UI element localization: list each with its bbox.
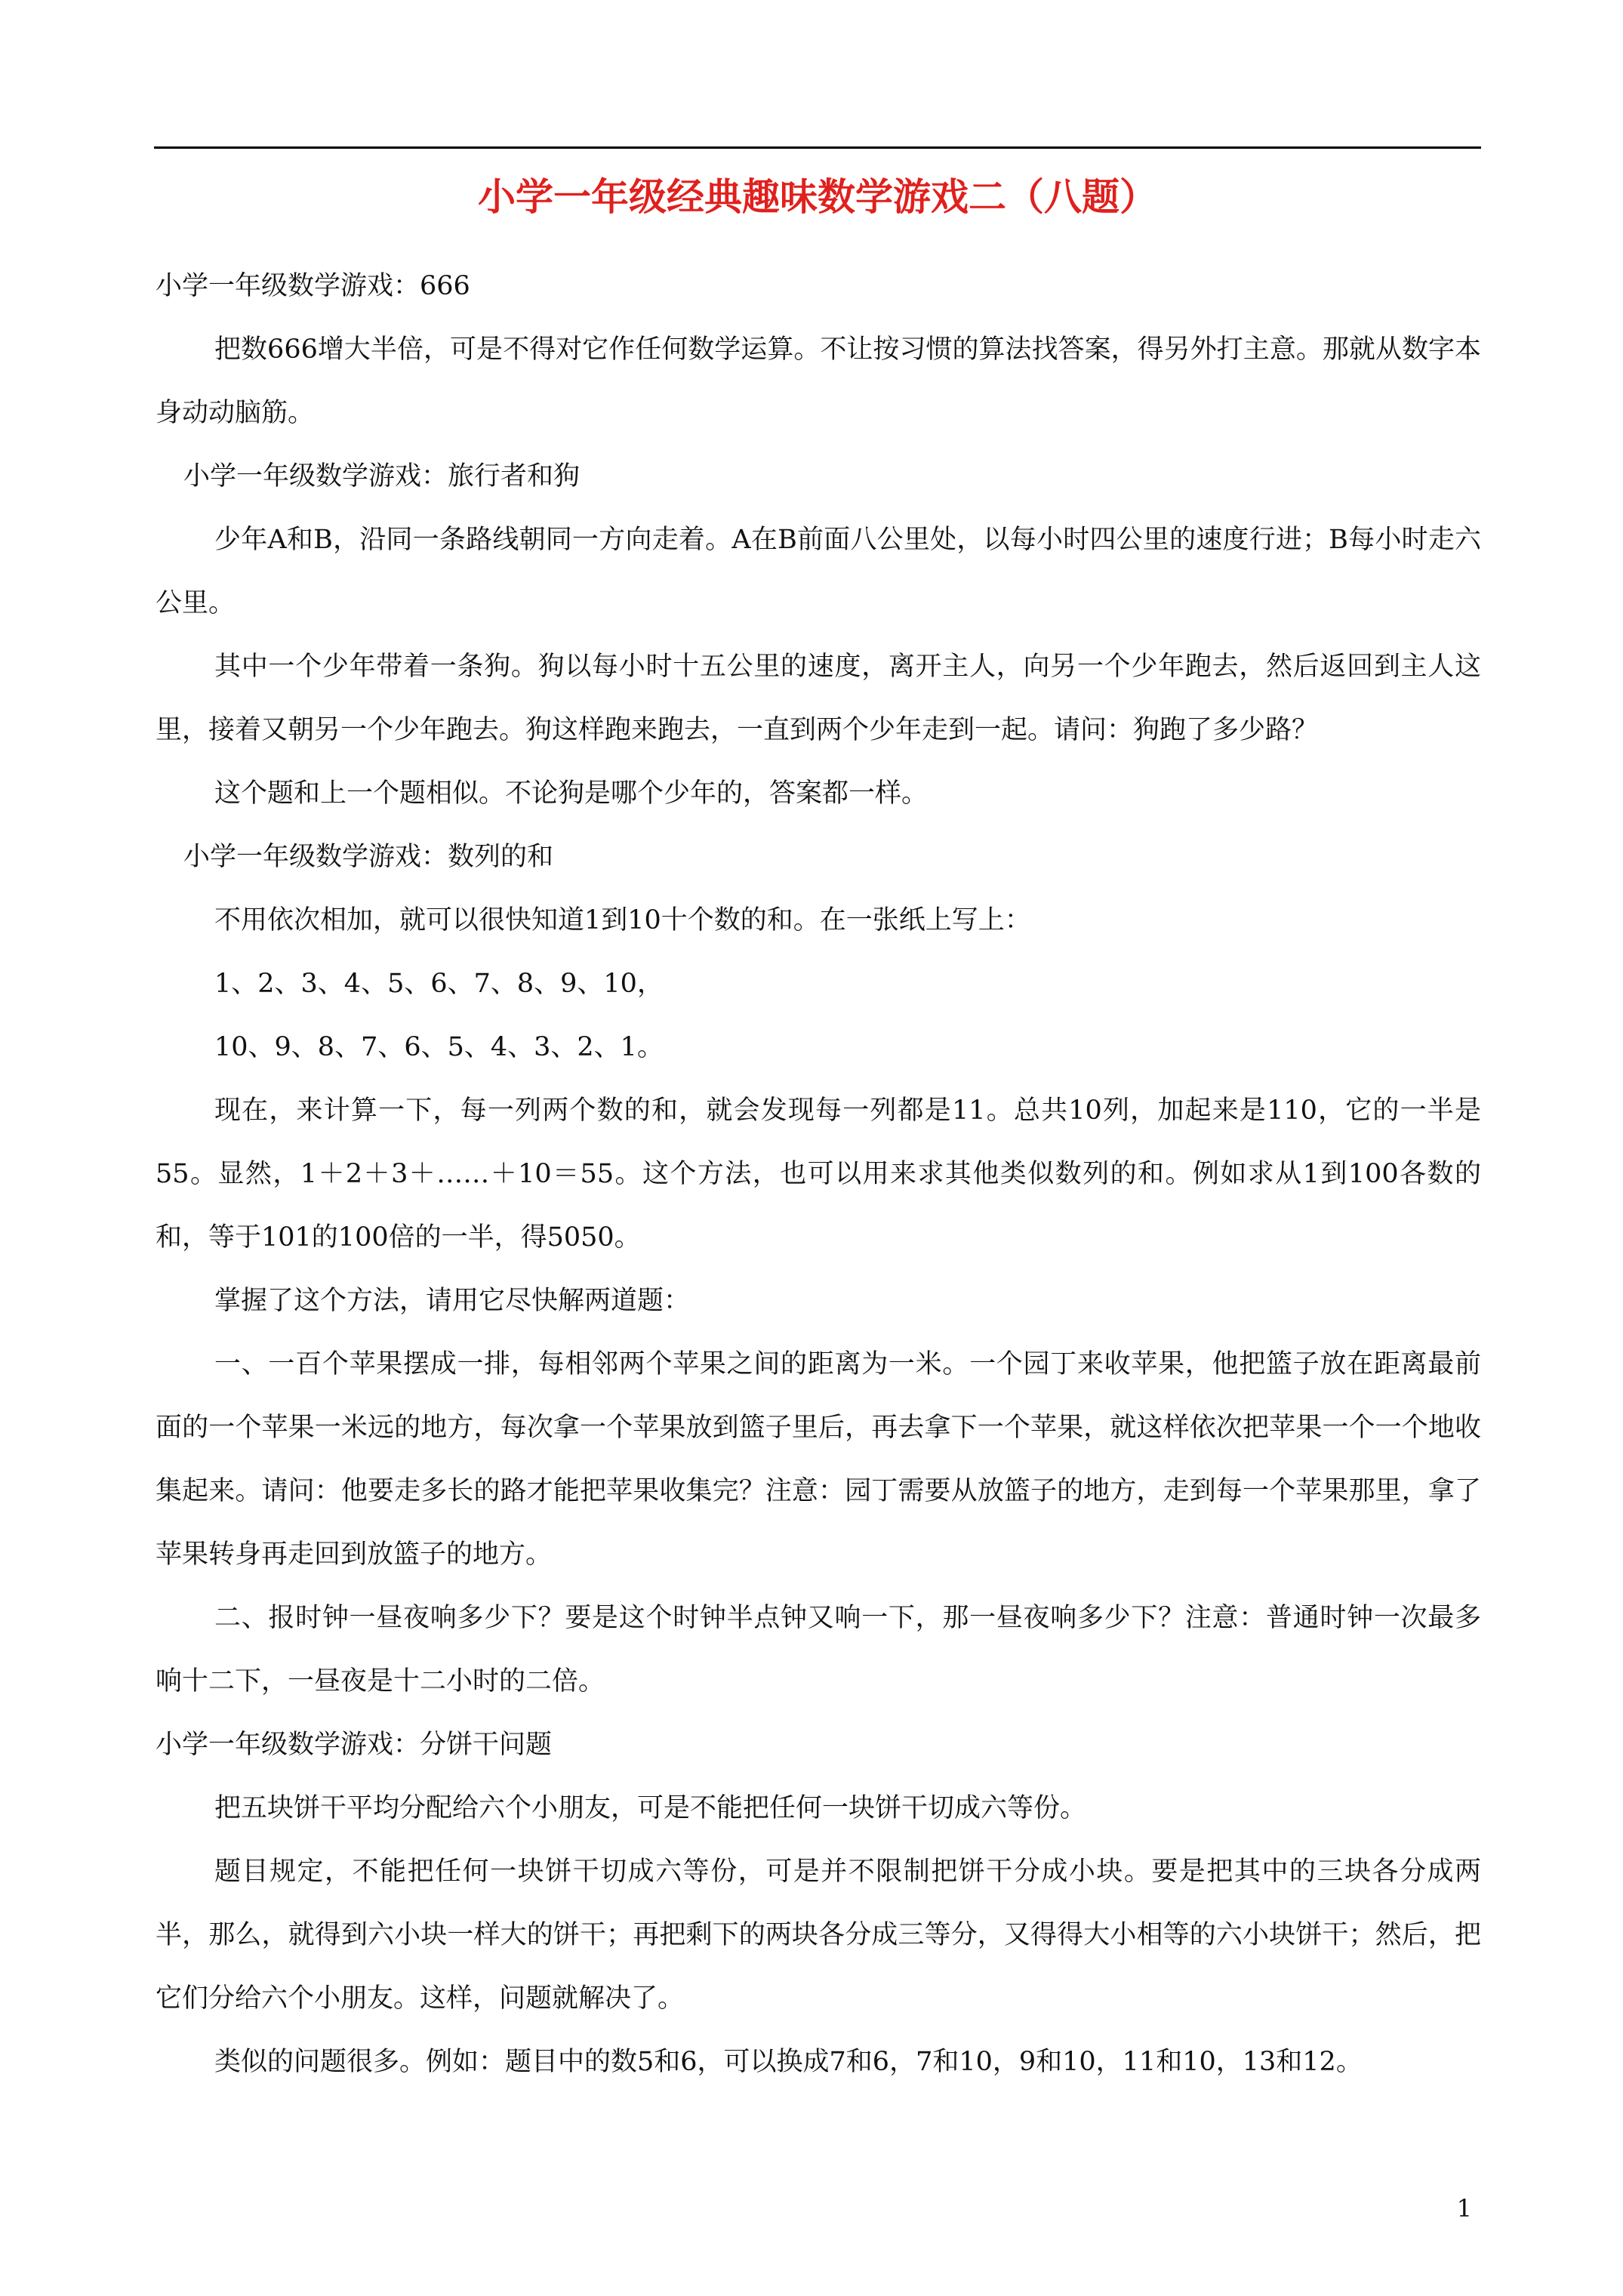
header-rule bbox=[154, 146, 1481, 149]
section-heading: 小学一年级数学游戏：旅行者和狗 bbox=[183, 461, 581, 492]
body-paragraph: 这个题和上一个题相似。不论狗是哪个少年的，答案都一样。 bbox=[214, 778, 929, 809]
section-heading: 小学一年级数学游戏：数列的和 bbox=[183, 842, 554, 872]
body-paragraph: 类似的问题很多。例如：题目中的数5和6，可以换成7和6，7和10，9和10，11和10，13和12。 bbox=[214, 2047, 1363, 2077]
body-paragraph: 其中一个少年带着一条狗。狗以每小时十五公里的速度，离开主人，向另一个少年跑去，然后返回到主人这里，接着又朝另一个少年跑去。狗这样跑来跑去，一直到两个少年走到一起。请问：狗跑了多少路？ bbox=[156, 652, 1481, 745]
body-paragraph: 掌握了这个方法，请用它尽快解两道题： bbox=[214, 1286, 691, 1316]
body-paragraph: 把数666增大半倍，可是不得对它作任何数学运算。不让按习惯的算法找答案，得另外打主意。那就从数字本身动动脑筋。 bbox=[156, 334, 1481, 428]
section-heading: 小学一年级数学游戏：666 bbox=[156, 271, 470, 301]
body-paragraph: 一、一百个苹果摆成一排，每相邻两个苹果之间的距离为一米。一个园丁来收苹果，他把篮子放在距离最前面的一个苹果一米远的地方，每次拿一个苹果放到篮子里后，再去拿下一个苹果，就这样依次把苹果一个一个地收集起来。请问：他要走多长的路才能把苹果收集完？注意：园丁需要从放篮子的地方，走到每一个苹果那里，拿了苹果转身再走回到放篮子的地方。 bbox=[156, 1349, 1481, 1570]
body-paragraph: 把五块饼干平均分配给六个小朋友，可是不能把任何一块饼干切成六等份。 bbox=[214, 1793, 1087, 1823]
body-paragraph: 二、报时钟一昼夜响多少下？要是这个时钟半点钟又响一下，那一昼夜响多少下？注意：普通时钟一次最多响十二下，一昼夜是十二小时的二倍。 bbox=[156, 1603, 1481, 1697]
section-heading: 小学一年级数学游戏：分饼干问题 bbox=[156, 1730, 553, 1760]
body-paragraph: 题目规定，不能把任何一块饼干切成六等份，可是并不限制把饼干分成小块。要是把其中的三块各分成两半，那么，就得到六小块一样大的饼干；再把剩下的两块各分成三等分，又得得大小相等的六小块饼干；然后，把它们分给六个小朋友。这样，问题就解决了。 bbox=[156, 1857, 1481, 2014]
page-title: 小学一年级经典趣味数学游戏二（八题） bbox=[478, 174, 1157, 219]
page-number: 1 bbox=[1456, 2194, 1472, 2223]
body-paragraph: 现在，来计算一下，每一列两个数的和，就会发现每一列都是11。总共10列，加起来是110，它的一半是55。显然，1＋2＋3＋……＋10＝55。这个方法，也可以用来求其他类似数列的和。例如求从1到100各数的和，等于101的100倍的一半，得5050。 bbox=[156, 1096, 1481, 1253]
body-paragraph: 不用依次相加，就可以很快知道1到10十个数的和。在一张纸上写上： bbox=[214, 905, 1031, 935]
document-body bbox=[156, 254, 1481, 2094]
body-paragraph: 10、9、8、7、6、5、4、3、2、1。 bbox=[214, 1032, 664, 1062]
body-paragraph: 1、2、3、4、5、6、7、8、9、10， bbox=[214, 969, 664, 999]
body-paragraph: 少年A和B，沿同一条路线朝同一方向走着。A在B前面八公里处，以每小时四公里的速度行进；B每小时走六公里。 bbox=[156, 525, 1481, 618]
